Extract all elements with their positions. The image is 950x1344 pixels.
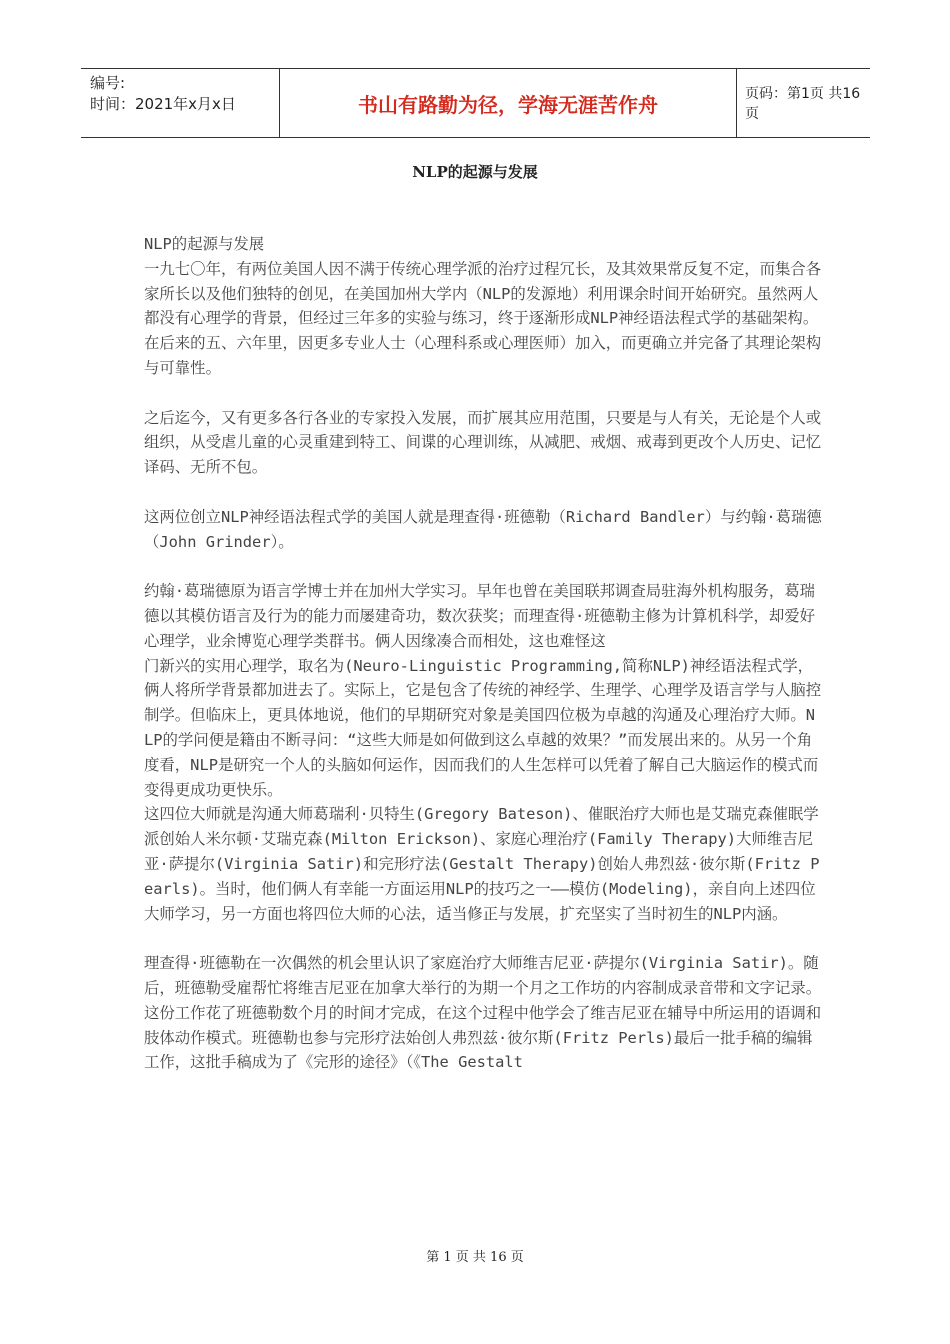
paragraph: 这四位大师就是沟通大师葛瑞利·贝特生(Gregory Bateson)、催眠治疗大师也是艾瑞克森催眠学派创始人米尔顿·艾瑞克森(Milton Erickson)、家庭心理治疗(Family Therapy)大师维吉尼亚·萨提尔(Virginia Satir)和完形疗法(Gestalt Therapy)创始人弗烈兹·彼尔斯(Fritz Pearls)。当时，他们俩人有幸能一方面运用NLP的技巧之一——模仿(Modeling)，亲自向上述四位大师学习，另一方面也将四位大师的心法，适当修正与发展，扩充坚实了当时初生的NLP内涵。 (144, 805, 820, 923)
paragraph-gap (144, 926, 824, 951)
page-footer: 第 1 页 共 16 页 (426, 1250, 524, 1265)
header-meta (81, 69, 280, 137)
page-label: 页码：第1页 共16页 (745, 86, 861, 122)
document-body (144, 232, 824, 1075)
document-title: NLP的起源与发展 (412, 163, 538, 181)
paragraph: NLP的起源与发展 (144, 235, 265, 253)
motto-text: 书山有路勤为径，学海无涯苦作舟 (358, 92, 658, 117)
paragraph: 一九七〇年，有两位美国人因不满于传统心理学派的治疗过程冗长，及其效果常反复不定，而集合各家所长以及他们独特的创见，在美国加州大学内（NLP的发源地）利用课余时间开始研究。虽然两人都没有心理学的背景，但经过三年多的实验与练习，终于逐渐形成NLP神经语法程式学的基础架构。 (144, 259, 822, 328)
paragraph: 理查得·班德勒在一次偶然的机会里认识了家庭治疗大师维吉尼亚·萨提尔(Virginia Satir)。随后，班德勒受雇帮忙将维吉尼亚在加拿大举行的为期一个月之工作坊的内容制成录音带和文字记录。这份工作花了班德勒数个月的时间才完成，在这个过程中他学会了维吉尼亚在辅导中所运用的语调和肢体动作模式。班德勒也参与完形疗法始创人弗烈兹·彼尔斯(Fritz Perls)最后一批手稿的编辑工作，这批手稿成为了《完形的途径》（《The Gestalt (144, 954, 822, 1072)
paragraph: 在后来的五、六年里，因更多专业人士（心理科系或心理医师）加入，而更确立并完备了其理论架构与可靠性。 (144, 334, 822, 377)
header-motto-cell (280, 69, 737, 137)
paragraph: 之后迄今，又有更多各行各业的专家投入发展，而扩展其应用范围，只要是与人有关，无论是个人或组织，从受虐儿童的心灵重建到特工、间谍的心理训练，从减肥、戒烟、戒毒到更改个人历史、记忆译码、无所不包。 (144, 408, 822, 477)
number-label: 编号: (90, 74, 126, 92)
time-label: 时间：2021年x月x日 (90, 95, 236, 113)
paragraph: 门新兴的实用心理学，取名为(Neuro-Linguistic Programming,简称NLP)神经语法程式学，俩人将所学背景都加进去了。实际上，它是包含了传统的神经学、生理学、心理学及语言学与人脑控制学。但临床上，更具体地说，他们的早期研究对象是美国四位极为卓越的沟通及心理治疗大师。NLP的学问便是籍由不断寻问：“这些大师是如何做到这么卓越的效果？”而发展出来的。从另一个角度看，NLP是研究一个人的头脑如何运作，因而我们的人生怎样可以凭着了解自己大脑运作的模式而变得更成功更快乐。 (144, 656, 822, 799)
paragraph-gap (144, 480, 824, 505)
paragraph: 这两位创立NLP神经语法程式学的美国人就是理查得·班德勒（Richard Bandler）与约翰·葛瑞德（John Grinder）。 (144, 507, 822, 551)
paragraph-gap (144, 554, 824, 579)
header-page-cell (737, 69, 870, 137)
header-table (81, 68, 870, 138)
paragraph: 约翰·葛瑞德原为语言学博士并在加州大学实习。早年也曾在美国联邦调查局驻海外机构服务，葛瑞德以其模仿语言及行为的能力而屡建奇功，数次获奖；而理查得·班德勒主修为计算机科学，却爱好心理学，业余博览心理学类群书。俩人因缘凑合而相处，这也难怪这 (144, 582, 816, 650)
paragraph-gap (144, 381, 824, 406)
